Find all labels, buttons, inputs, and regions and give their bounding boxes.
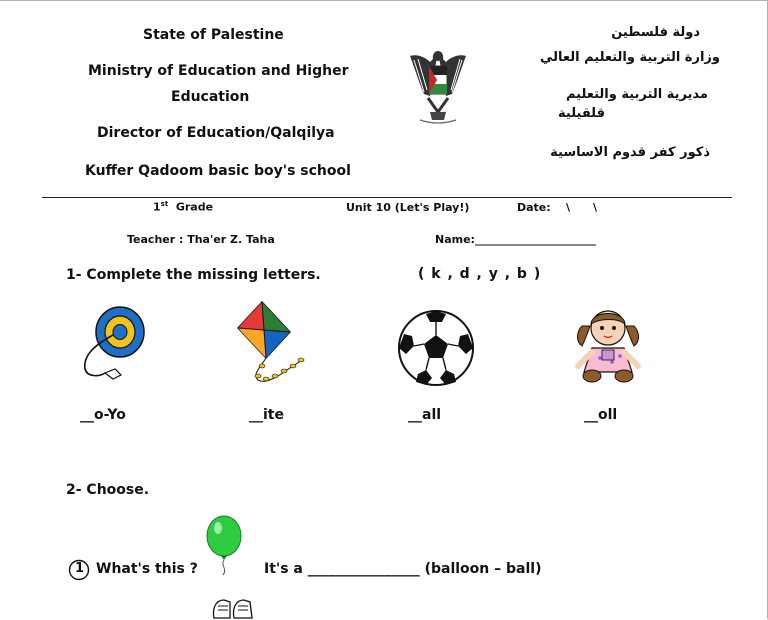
yoyo-icon: [75, 305, 155, 385]
header-arabic-directorate: مديرية التربية والتعليم: [565, 87, 708, 102]
name-field[interactable]: Name:______________________: [435, 233, 596, 246]
header-school: Kuffer Qadoom basic boy's school: [85, 163, 351, 179]
header-ministry-line2: Education: [171, 89, 250, 105]
q2-prompt: 2- Choose.: [66, 482, 150, 498]
header-arabic-state: دولة فلسطين: [611, 25, 700, 40]
q1-letter-options: ( k , d , y , b ): [418, 266, 542, 282]
q2-answer-line[interactable]: It's a ________________ (balloon – ball): [264, 561, 542, 577]
header-divider: [42, 197, 732, 198]
grade-label: 1st Grade: [153, 200, 214, 214]
q2-question: What's this ?: [96, 561, 198, 577]
date-field[interactable]: Date: \ \: [517, 201, 598, 214]
header-arabic-school: ذكور كفر قدوم الاساسية: [550, 145, 710, 160]
q1-word-1[interactable]: __o-Yo: [80, 407, 126, 423]
header-ministry-line1: Ministry of Education and Higher: [88, 63, 349, 79]
q1-word-4[interactable]: __oll: [584, 407, 618, 423]
q2-item-number: 1: [75, 561, 85, 576]
q1-word-2[interactable]: __ite: [249, 407, 284, 423]
doll-icon: [568, 306, 648, 386]
kite-icon: [232, 298, 312, 388]
q1-prompt: 1- Complete the missing letters.: [66, 267, 321, 283]
unit-label: Unit 10 (Let's Play!): [346, 201, 470, 214]
header-directorate: Director of Education/Qalqilya: [97, 125, 335, 141]
q1-word-3[interactable]: __all: [408, 407, 442, 423]
teacher-label: Teacher : Tha'er Z. Taha: [127, 233, 275, 246]
header-arabic-ministry: وزارة التربية والتعليم العالي: [539, 50, 720, 65]
soccer-ball-icon: [396, 308, 476, 388]
header-arabic-city: قلقيلية: [558, 106, 605, 121]
header-state: State of Palestine: [143, 27, 284, 43]
balloon-icon: [204, 515, 244, 577]
palestine-eagle-emblem-icon: [408, 46, 468, 126]
page-border-top: [0, 0, 768, 1]
roller-skates-icon: [208, 596, 258, 620]
